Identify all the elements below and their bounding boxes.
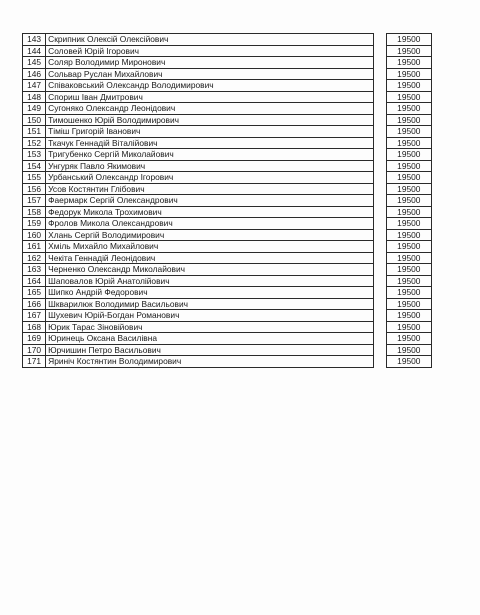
row-name: Яриніч Костянтин Володимирович <box>46 356 373 368</box>
row-spacer <box>373 34 386 46</box>
row-number: 154 <box>23 160 46 172</box>
row-name: Фролов Микола Олександрович <box>46 218 373 230</box>
table-row <box>23 34 432 46</box>
row-name: Унгуряк Павло Якимович <box>46 160 373 172</box>
row-name: Шипко Андрій Федорович <box>46 287 373 299</box>
row-amount: 19500 <box>386 68 431 80</box>
row-spacer <box>373 137 386 149</box>
row-number: 150 <box>23 114 46 126</box>
row-name: Хлань Сергій Володимирович <box>46 229 373 241</box>
row-number: 171 <box>23 356 46 368</box>
row-amount: 19500 <box>386 34 431 46</box>
row-spacer <box>373 103 386 115</box>
row-name: Черненко Олександр Миколайович <box>46 264 373 276</box>
table-row <box>23 298 432 310</box>
table-row <box>23 126 432 138</box>
row-amount: 19500 <box>386 310 431 322</box>
table-row <box>23 172 432 184</box>
row-number: 145 <box>23 57 46 69</box>
table-row <box>23 356 432 368</box>
table-row <box>23 287 432 299</box>
row-amount: 19500 <box>386 103 431 115</box>
row-name: Спориш Іван Дмитрович <box>46 91 373 103</box>
row-name: Юрик Тарас Зіновійович <box>46 321 373 333</box>
row-amount: 19500 <box>386 80 431 92</box>
row-name: Шкварилюк Володимир Васильович <box>46 298 373 310</box>
row-spacer <box>373 172 386 184</box>
row-amount: 19500 <box>386 91 431 103</box>
table-row <box>23 344 432 356</box>
row-spacer <box>373 195 386 207</box>
row-name: Соловей Юрій Ігорович <box>46 45 373 57</box>
table-row <box>23 114 432 126</box>
row-amount: 19500 <box>386 114 431 126</box>
row-spacer <box>373 264 386 276</box>
row-amount: 19500 <box>386 344 431 356</box>
row-amount: 19500 <box>386 264 431 276</box>
row-amount: 19500 <box>386 287 431 299</box>
row-amount: 19500 <box>386 172 431 184</box>
row-number: 161 <box>23 241 46 253</box>
row-number: 144 <box>23 45 46 57</box>
row-name: Юринець Оксана Василівна <box>46 333 373 345</box>
row-amount: 19500 <box>386 229 431 241</box>
table-row <box>23 333 432 345</box>
row-spacer <box>373 91 386 103</box>
row-spacer <box>373 206 386 218</box>
row-name: Усов Костянтин Глібович <box>46 183 373 195</box>
row-name: Шухевич Юрій-Богдан Романович <box>46 310 373 322</box>
row-number: 155 <box>23 172 46 184</box>
row-name: Тригубенко Сергій Миколайович <box>46 149 373 161</box>
table-row <box>23 149 432 161</box>
row-name: Співаковський Олександр Володимирович <box>46 80 373 92</box>
row-number: 167 <box>23 310 46 322</box>
table-row <box>23 80 432 92</box>
row-number: 146 <box>23 68 46 80</box>
roster-body <box>23 34 432 368</box>
row-name: Сольвар Руслан Михайлович <box>46 68 373 80</box>
table-row <box>23 103 432 115</box>
row-number: 151 <box>23 126 46 138</box>
row-number: 162 <box>23 252 46 264</box>
row-name: Ткачук Геннадій Віталійович <box>46 137 373 149</box>
roster-table <box>22 33 432 368</box>
row-number: 168 <box>23 321 46 333</box>
row-number: 152 <box>23 137 46 149</box>
row-number: 164 <box>23 275 46 287</box>
table-row <box>23 275 432 287</box>
row-spacer <box>373 80 386 92</box>
row-spacer <box>373 57 386 69</box>
row-name: Юрчишин Петро Васильович <box>46 344 373 356</box>
row-amount: 19500 <box>386 356 431 368</box>
table-row <box>23 137 432 149</box>
table-row <box>23 195 432 207</box>
row-amount: 19500 <box>386 252 431 264</box>
row-spacer <box>373 241 386 253</box>
row-number: 158 <box>23 206 46 218</box>
row-amount: 19500 <box>386 275 431 287</box>
row-amount: 19500 <box>386 45 431 57</box>
table-row <box>23 57 432 69</box>
table-row <box>23 68 432 80</box>
row-name: Соляр Володимир Миронович <box>46 57 373 69</box>
row-number: 148 <box>23 91 46 103</box>
row-number: 149 <box>23 103 46 115</box>
row-amount: 19500 <box>386 241 431 253</box>
row-spacer <box>373 356 386 368</box>
table-row <box>23 45 432 57</box>
row-number: 143 <box>23 34 46 46</box>
row-spacer <box>373 252 386 264</box>
row-amount: 19500 <box>386 126 431 138</box>
row-amount: 19500 <box>386 298 431 310</box>
row-spacer <box>373 218 386 230</box>
row-number: 165 <box>23 287 46 299</box>
row-number: 169 <box>23 333 46 345</box>
row-number: 153 <box>23 149 46 161</box>
row-number: 163 <box>23 264 46 276</box>
row-spacer <box>373 160 386 172</box>
row-amount: 19500 <box>386 183 431 195</box>
row-spacer <box>373 344 386 356</box>
row-name: Урбанський Олександр Ігорович <box>46 172 373 184</box>
row-amount: 19500 <box>386 57 431 69</box>
row-spacer <box>373 275 386 287</box>
table-row <box>23 218 432 230</box>
row-number: 160 <box>23 229 46 241</box>
table-row <box>23 183 432 195</box>
row-spacer <box>373 149 386 161</box>
table-row <box>23 206 432 218</box>
row-spacer <box>373 126 386 138</box>
row-amount: 19500 <box>386 149 431 161</box>
table-row <box>23 91 432 103</box>
row-number: 159 <box>23 218 46 230</box>
row-amount: 19500 <box>386 321 431 333</box>
row-spacer <box>373 333 386 345</box>
table-row <box>23 264 432 276</box>
row-amount: 19500 <box>386 195 431 207</box>
row-number: 166 <box>23 298 46 310</box>
row-name: Тіміш Григорій Іванович <box>46 126 373 138</box>
table-row <box>23 241 432 253</box>
row-spacer <box>373 114 386 126</box>
row-number: 157 <box>23 195 46 207</box>
row-name: Шаповалов Юрій Анатолійович <box>46 275 373 287</box>
row-spacer <box>373 183 386 195</box>
row-number: 170 <box>23 344 46 356</box>
row-spacer <box>373 310 386 322</box>
table-row <box>23 229 432 241</box>
table-row <box>23 310 432 322</box>
table-row <box>23 252 432 264</box>
row-name: Чекіта Геннадій Леонідович <box>46 252 373 264</box>
row-amount: 19500 <box>386 218 431 230</box>
row-spacer <box>373 229 386 241</box>
row-amount: 19500 <box>386 160 431 172</box>
row-spacer <box>373 287 386 299</box>
table-row <box>23 160 432 172</box>
row-amount: 19500 <box>386 137 431 149</box>
row-name: Хміль Михайло Михайлович <box>46 241 373 253</box>
row-spacer <box>373 321 386 333</box>
row-spacer <box>373 298 386 310</box>
row-spacer <box>373 45 386 57</box>
row-name: Скрипник Олексій Олексійович <box>46 34 373 46</box>
row-name: Тимошенко Юрій Володимирович <box>46 114 373 126</box>
row-name: Фаермарк Сергій Олександрович <box>46 195 373 207</box>
row-name: Федорук Микола Трохимович <box>46 206 373 218</box>
table-row <box>23 321 432 333</box>
row-name: Сугоняко Олександр Леонідович <box>46 103 373 115</box>
row-spacer <box>373 68 386 80</box>
row-number: 147 <box>23 80 46 92</box>
row-amount: 19500 <box>386 333 431 345</box>
row-number: 156 <box>23 183 46 195</box>
row-amount: 19500 <box>386 206 431 218</box>
